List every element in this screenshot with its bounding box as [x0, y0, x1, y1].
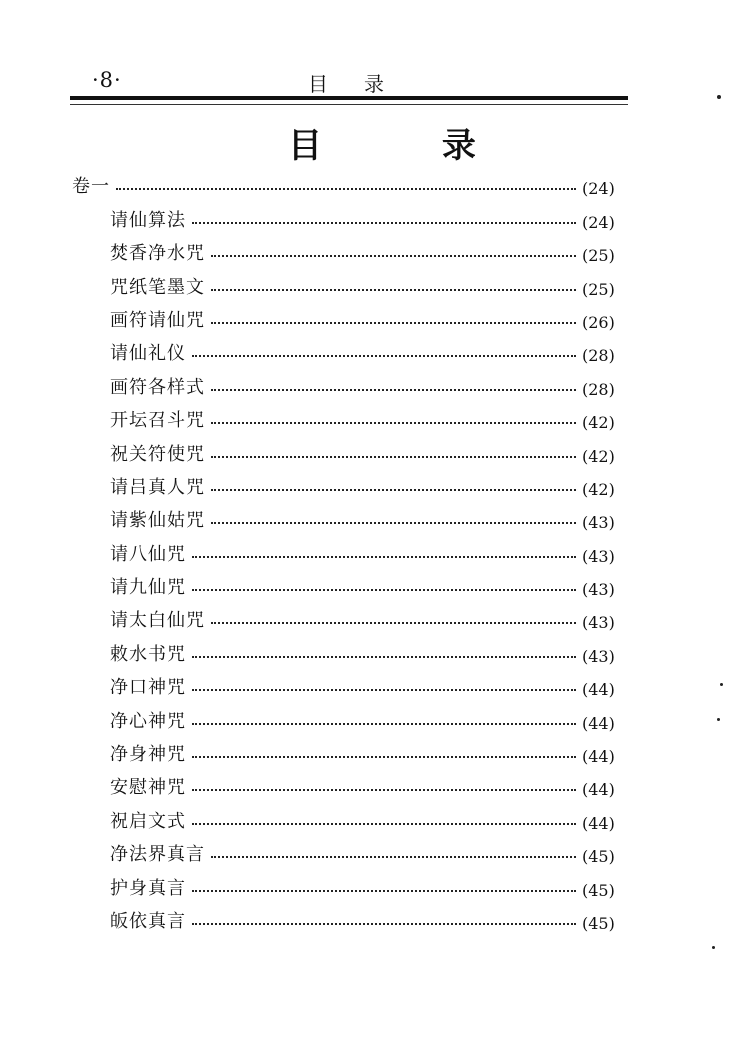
toc-entry-label: 净法界真言	[110, 844, 205, 866]
dot-leader	[211, 856, 576, 858]
running-title: 目录	[308, 72, 420, 96]
toc-entry[interactable]	[72, 302, 632, 335]
toc-entry-label: 净身神咒	[110, 744, 186, 766]
toc-entry[interactable]	[72, 569, 632, 602]
toc-entry[interactable]	[72, 769, 632, 802]
toc-entry[interactable]	[72, 602, 632, 635]
table-of-contents	[72, 168, 632, 936]
toc-entry[interactable]	[72, 235, 632, 268]
dot-leader	[116, 188, 576, 190]
toc-entry-page: (45)	[582, 847, 615, 867]
dot-leader	[192, 890, 576, 892]
toc-entry-page: (44)	[582, 747, 615, 767]
toc-entry[interactable]	[72, 836, 632, 869]
toc-entry-page: (44)	[582, 780, 615, 800]
dot-leader	[211, 255, 576, 257]
toc-entry-page: (44)	[582, 713, 615, 733]
scan-speck	[717, 718, 720, 721]
toc-entry-page: (43)	[582, 513, 615, 533]
toc-entry-page: (43)	[582, 580, 615, 600]
dot-leader	[192, 355, 576, 357]
toc-entry[interactable]	[72, 736, 632, 769]
toc-entry-page: (43)	[582, 646, 615, 666]
toc-entry-label: 请紫仙姑咒	[110, 510, 205, 532]
dot-leader	[192, 556, 576, 558]
toc-entry[interactable]	[72, 535, 632, 568]
toc-entry-page: (24)	[582, 212, 615, 232]
toc-entry[interactable]	[72, 402, 632, 435]
toc-entry-label: 开坛召斗咒	[110, 410, 205, 432]
toc-entry-page: (42)	[582, 479, 615, 499]
dot-leader	[211, 289, 576, 291]
dot-leader	[192, 789, 576, 791]
toc-entry[interactable]	[72, 502, 632, 535]
dot-leader	[211, 422, 576, 424]
dot-leader	[192, 589, 576, 591]
toc-entry[interactable]	[72, 435, 632, 468]
toc-title: 目 录	[288, 126, 530, 166]
toc-entry-page: (25)	[582, 246, 615, 266]
dot-leader	[192, 689, 576, 691]
toc-entry-label: 祝启文式	[110, 810, 186, 832]
toc-entry-page: (45)	[582, 880, 615, 900]
toc-entry-page: (26)	[582, 312, 615, 332]
toc-entry-label: 皈依真言	[110, 910, 186, 932]
toc-entry[interactable]	[72, 635, 632, 668]
toc-entry-label: 画符请仙咒	[110, 309, 205, 331]
toc-entry-page: (24)	[582, 179, 615, 199]
toc-entry-page: (44)	[582, 813, 615, 833]
toc-entry-label: 净心神咒	[110, 710, 186, 732]
toc-entry[interactable]	[72, 469, 632, 502]
toc-entry-label: 焚香净水咒	[110, 243, 205, 265]
toc-entry[interactable]	[72, 268, 632, 301]
toc-entry-label: 祝关符使咒	[110, 443, 205, 465]
dot-leader	[192, 756, 576, 758]
header-rule-thin	[70, 104, 628, 105]
dot-leader	[192, 723, 576, 725]
dot-leader	[211, 322, 576, 324]
scan-speck	[720, 683, 723, 686]
toc-entry-page: (42)	[582, 413, 615, 433]
toc-entry[interactable]	[72, 702, 632, 735]
toc-entry-label: 请八仙咒	[110, 543, 186, 565]
dot-leader	[211, 389, 576, 391]
toc-entry-label: 净口神咒	[110, 677, 186, 699]
dot-leader	[211, 622, 576, 624]
running-header	[70, 62, 625, 96]
toc-entry-label: 护身真言	[110, 877, 186, 899]
toc-entry-label: 卷一	[72, 176, 110, 198]
toc-entry-page: (44)	[582, 680, 615, 700]
scan-speck	[717, 95, 721, 99]
toc-entry[interactable]	[72, 368, 632, 401]
toc-entry-label: 请吕真人咒	[110, 476, 205, 498]
toc-entry-label: 请太白仙咒	[110, 610, 205, 632]
dot-leader	[192, 222, 576, 224]
toc-entry-page: (42)	[582, 446, 615, 466]
toc-entry-label: 敕水书咒	[110, 643, 186, 665]
dot-leader	[192, 923, 576, 925]
toc-entry-label: 请九仙咒	[110, 577, 186, 599]
toc-entry[interactable]	[72, 802, 632, 835]
page-number: ·8·	[92, 68, 122, 92]
header-rule	[70, 96, 628, 100]
toc-entry-page: (43)	[582, 546, 615, 566]
toc-entry-page: (45)	[582, 913, 615, 933]
dot-leader	[211, 489, 576, 491]
dot-leader	[192, 656, 576, 658]
toc-entry[interactable]	[72, 869, 632, 902]
toc-entry[interactable]	[72, 335, 632, 368]
toc-entry-label: 安慰神咒	[110, 777, 186, 799]
toc-entry-page: (28)	[582, 379, 615, 399]
toc-entry-page: (25)	[582, 279, 615, 299]
toc-entry-label: 咒纸笔墨文	[110, 276, 205, 298]
toc-entry-page: (28)	[582, 346, 615, 366]
toc-entry-label: 请仙礼仪	[110, 343, 186, 365]
toc-entry-page: (43)	[582, 613, 615, 633]
toc-entry[interactable]	[72, 669, 632, 702]
dot-leader	[211, 522, 576, 524]
scan-speck	[712, 946, 715, 949]
dot-leader	[192, 823, 576, 825]
toc-entry[interactable]	[72, 903, 632, 936]
toc-entry-label: 画符各样式	[110, 376, 205, 398]
toc-entry[interactable]	[72, 201, 632, 234]
dot-leader	[211, 456, 576, 458]
toc-entry-label: 请仙算法	[110, 209, 186, 231]
toc-entry[interactable]	[72, 168, 632, 201]
